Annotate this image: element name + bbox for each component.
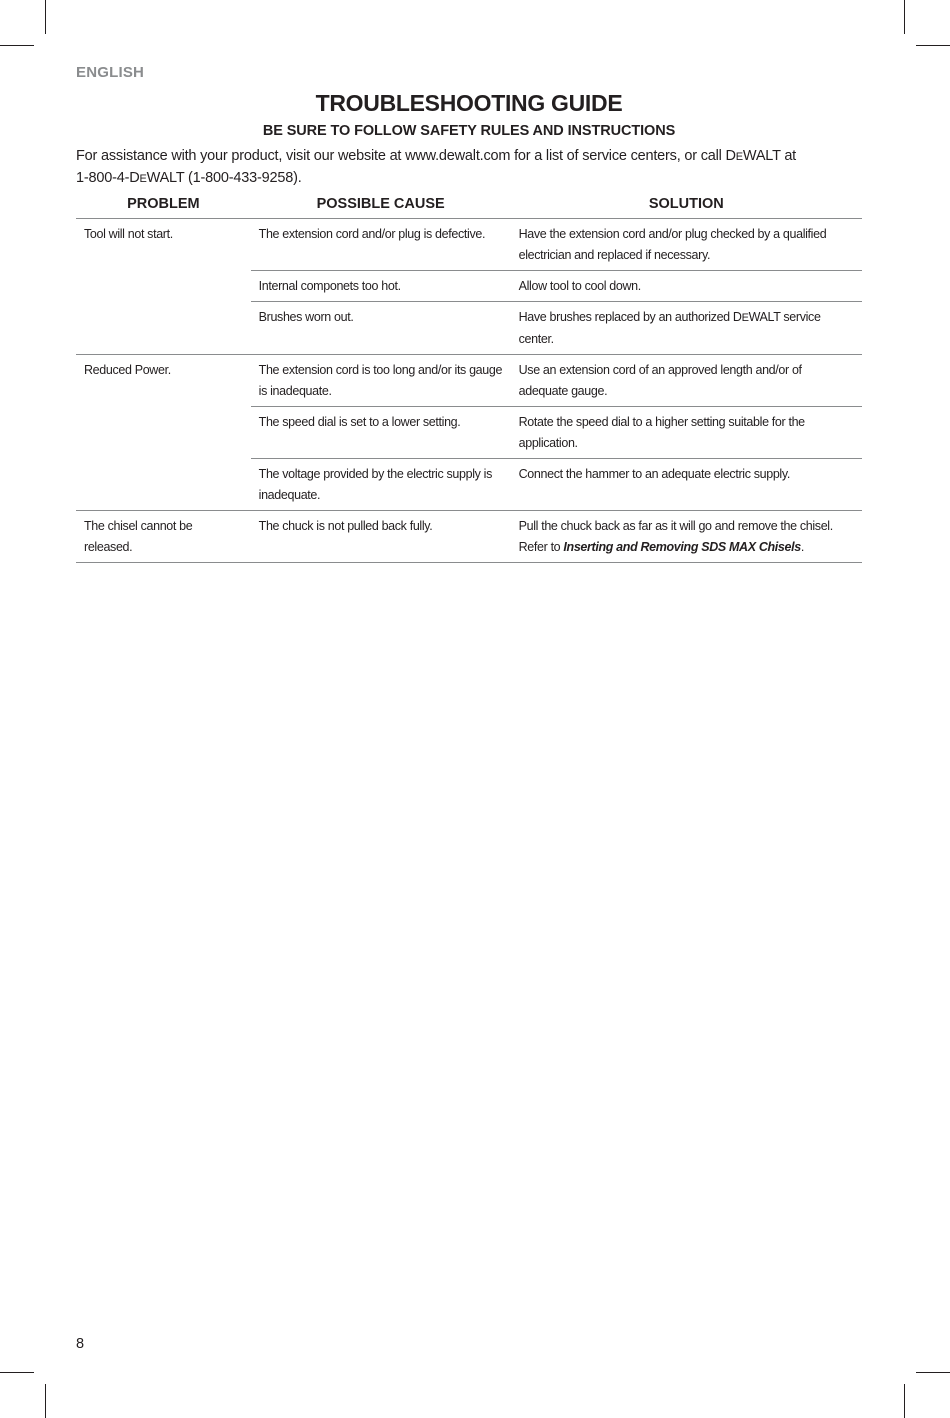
intro-paragraph bbox=[76, 146, 856, 190]
page-number: 8 bbox=[76, 1336, 85, 1352]
intro-text: 1-800-4-D bbox=[76, 170, 140, 186]
crop-mark-bottom-left-h bbox=[0, 1372, 34, 1373]
header-solution: SOLUTION bbox=[511, 193, 862, 219]
problem-cell: Reduced Power. bbox=[76, 355, 251, 511]
solution-cell: Connect the hammer to an adequate electric supply. bbox=[511, 459, 862, 511]
intro-text: WALT (1-800-433-9258). bbox=[146, 170, 302, 186]
cause-cell: Internal componets too hot. bbox=[251, 271, 511, 302]
table-row bbox=[76, 219, 862, 271]
problem-cell: The chisel cannot be released. bbox=[76, 511, 251, 563]
solution-cell bbox=[511, 302, 862, 355]
table-header-row bbox=[76, 193, 862, 219]
solution-text: . bbox=[800, 540, 804, 554]
intro-text-small-cap: E bbox=[139, 173, 147, 185]
crop-mark-top-left-h bbox=[0, 45, 34, 46]
table-row bbox=[76, 511, 862, 563]
cause-cell: The extension cord and/or plug is defective. bbox=[258, 227, 486, 241]
solution-cell bbox=[511, 511, 862, 563]
solution-text: WALT service center. bbox=[518, 310, 821, 346]
solution-cell: Rotate the speed dial to a higher setting suitable for the application. bbox=[511, 407, 862, 459]
header-cause: POSSIBLE CAUSE bbox=[251, 193, 511, 219]
crop-mark-bottom-right-v bbox=[904, 1384, 905, 1418]
solution-text-small-cap: E bbox=[741, 312, 749, 324]
page-title: TROUBLESHOOTING GUIDE bbox=[315, 90, 623, 116]
intro-text-small-cap: E bbox=[735, 151, 743, 163]
page-subtitle: BE SURE TO FOLLOW SAFETY RULES AND INSTRUCTIONS bbox=[262, 123, 676, 139]
cause-cell: The voltage provided by the electric supply is inadequate. bbox=[251, 459, 511, 511]
crop-mark-top-right-h bbox=[916, 45, 950, 46]
crop-mark-bottom-right-h bbox=[916, 1372, 950, 1373]
crop-mark-top-right-v bbox=[904, 0, 905, 34]
section-reference: Inserting and Removing SDS MAX Chisels bbox=[563, 540, 801, 554]
problem-cell: Tool will not start. bbox=[84, 227, 173, 241]
intro-text: WALT at bbox=[742, 148, 797, 164]
solution-cell: Use an extension cord of an approved length and/or of adequate gauge. bbox=[511, 355, 862, 407]
language-label: ENGLISH bbox=[76, 64, 145, 81]
crop-mark-top-left-v bbox=[45, 0, 46, 34]
cause-cell: Brushes worn out. bbox=[251, 302, 511, 355]
cause-cell: The chuck is not pulled back fully. bbox=[251, 511, 511, 563]
cause-cell: The extension cord is too long and/or its gauge is inadequate. bbox=[251, 355, 511, 407]
solution-cell: Allow tool to cool down. bbox=[511, 271, 862, 302]
header-problem: PROBLEM bbox=[76, 193, 251, 219]
solution-text: Pull the chuck back as far as it will go and remove the chisel. Refer to bbox=[518, 519, 833, 554]
crop-mark-bottom-left-v bbox=[45, 1384, 46, 1418]
cause-cell: The speed dial is set to a lower setting. bbox=[251, 407, 511, 459]
troubleshooting-table bbox=[76, 193, 862, 563]
solution-cell: Have the extension cord and/or plug checked by a qualified electrician and replaced if necessary. bbox=[518, 227, 827, 262]
intro-text: For assistance with your product, visit our website at www.dewalt.com for a list of service centers, or call D bbox=[76, 148, 736, 164]
solution-text: Have brushes replaced by an authorized D bbox=[518, 310, 742, 324]
table-row bbox=[76, 355, 862, 407]
